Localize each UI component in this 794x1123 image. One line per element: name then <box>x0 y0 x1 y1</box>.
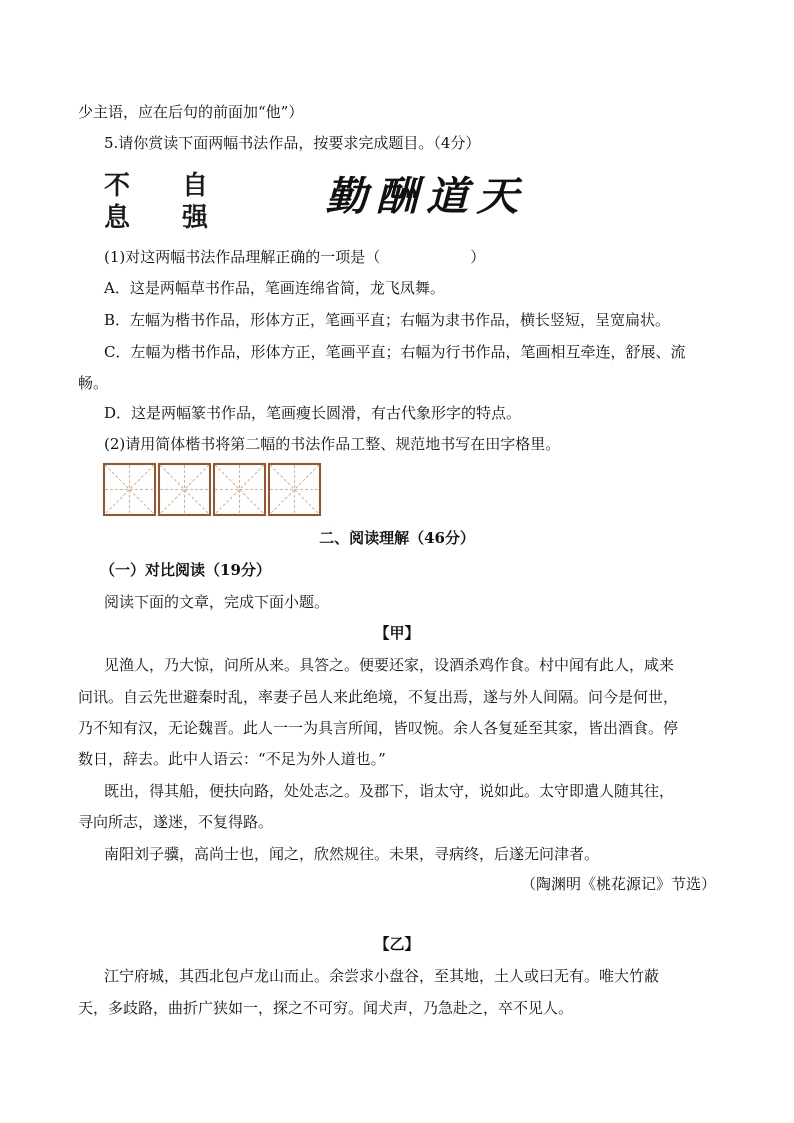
option-c-2: 畅。 <box>78 374 109 392</box>
instruction: 阅读下面的文章，完成下面小题。 <box>104 593 330 611</box>
passage-jia-p1-line3: 乃不知有汉，无论魏晋。此人一一为具言所闻，皆叹惋。余人各复延至其家，皆出酒食。停 <box>78 719 679 737</box>
passage-yi-label: 【乙】 <box>374 935 420 953</box>
passage-jia-p1-line2: 问讯。自云先世避秦时乱，率妻子邑人来此绝境，不复出焉，遂与外人间隔。问今是何世， <box>78 688 679 706</box>
callig-char-4: 强 <box>182 203 209 233</box>
line-1: 少主语，应在后句的前面加“他”） <box>78 103 304 121</box>
tianzi-cell[interactable] <box>268 463 321 516</box>
section-2-title: 二、阅读理解（46分） <box>319 529 475 547</box>
tianzi-cell[interactable] <box>103 463 156 516</box>
passage-jia-p3: 南阳刘子骥，高尚士也，闻之，欣然规往。未果，寻病终，后遂无问津者。 <box>104 845 600 863</box>
passage-jia-p2-line2: 寻向所志，遂迷，不复得路。 <box>78 813 274 831</box>
callig-char-2: 自 <box>182 171 209 201</box>
passage-jia-source: （陶渊明《桃花源记》节选） <box>520 875 716 893</box>
option-a: A．这是两幅草书作品，笔画连绵省简，龙飞凤舞。 <box>104 279 445 297</box>
question-5: 5.请你赏读下面两幅书法作品，按要求完成题目。（4分） <box>104 134 481 152</box>
option-c-1: C．左幅为楷书作品，形体方正，笔画平直；右幅为行书作品，笔画相互牵连，舒展、流 <box>104 343 686 361</box>
tianzi-grid[interactable] <box>103 463 323 516</box>
tianzi-cell[interactable] <box>213 463 266 516</box>
callig-char-1: 不 <box>104 171 131 201</box>
question-5-1: (1)对这两幅书法作品理解正确的一项是（ ） <box>104 248 486 266</box>
tianzi-cell[interactable] <box>158 463 211 516</box>
passage-jia-p2-line1: 既出，得其船，便扶向路，处处志之。及郡下，诣太守，说如此。太守即遣人随其往， <box>104 782 675 800</box>
question-5-2: (2)请用简体楷书将第二幅的书法作品工整、规范地书写在田字格里。 <box>104 435 561 453</box>
passage-yi-line1: 江宁府城，其西北包卢龙山而止。余尝求小盘谷，至其地，土人或曰无有。唯大竹蔽 <box>104 967 660 985</box>
callig-char-3: 息 <box>104 203 131 233</box>
subsection-1-title: （一）对比阅读（19分） <box>100 561 271 579</box>
passage-jia-p1-line4: 数日，辞去。此中人语云：“不足为外人道也。” <box>78 750 386 768</box>
passage-jia-p1-line1: 见渔人，乃大惊，问所从来。具答之。便要还家，设酒杀鸡作食。村中闻有此人，咸来 <box>104 656 675 674</box>
passage-yi-line2: 天，多歧路，曲折广狭如一，探之不可穷。闻犬声，乃急赴之，卒不见人。 <box>78 999 574 1017</box>
option-b: B．左幅为楷书作品，形体方正，笔画平直；右幅为隶书作品，横长竖短，呈宽扁状。 <box>104 311 671 329</box>
passage-jia-label: 【甲】 <box>374 624 420 642</box>
option-d: D．这是两幅篆书作品，笔画瘦长圆滑，有古代象形字的特点。 <box>104 404 522 422</box>
calligraphy-right: 勤酬道天 <box>325 173 527 220</box>
